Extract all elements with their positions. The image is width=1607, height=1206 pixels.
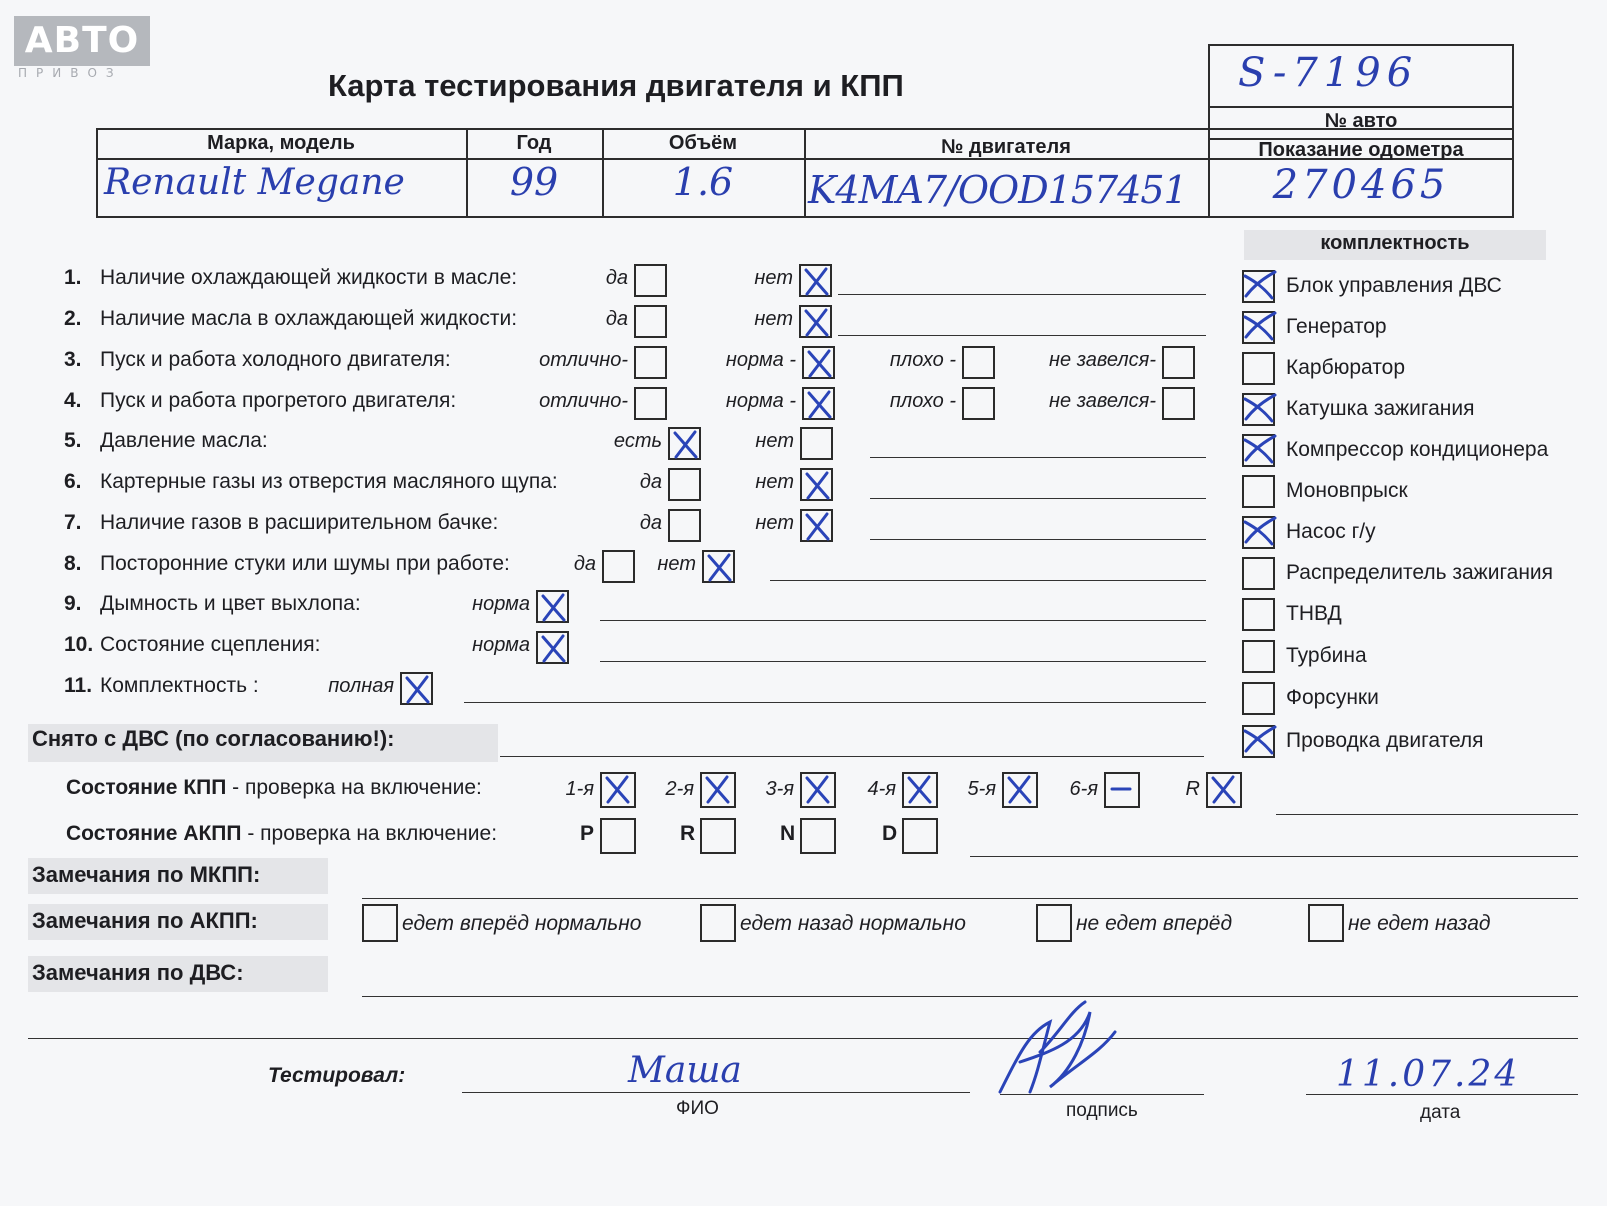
mkpp-label-rest: - проверка на включение: [226,776,482,799]
completeness-checkbox[interactable] [1242,311,1275,344]
checklist-item-number: 10. [64,633,94,656]
checklist-option-label: отлично- [539,390,628,412]
remarks-mkpp-label: Замечания по МКПП: [32,862,261,887]
completeness-item-label: Катушка зажигания [1286,397,1475,420]
akpp-remark-checkbox[interactable] [362,904,398,942]
checklist-item-text: Дымность и цвет выхлопа: [100,592,361,615]
checklist-item-number: 7. [64,511,82,534]
completeness-item-label: Карбюратор [1286,356,1406,379]
tester-signature [990,992,1120,1102]
checklist-item-text: Картерные газы из отверстия масляного щупа: [100,470,558,493]
checklist-note-line [870,498,1206,499]
akpp-remark-label: не едет вперёд [1076,912,1233,935]
checklist-checkbox[interactable] [799,305,832,338]
akpp-mode-label: N [780,822,796,845]
checklist-option-label: плохо - [889,390,956,412]
date-caption: дата [1420,1102,1461,1123]
akpp-mode-checkbox[interactable] [902,818,938,854]
tested-by-label: Тестировал: [268,1064,406,1087]
checklist-item-text: Наличие газов в расширительном бачке: [100,511,499,534]
akpp-remark-label: не едет назад [1348,912,1491,935]
akpp-mode-checkbox[interactable] [800,818,836,854]
checklist-checkbox[interactable] [800,509,833,542]
checklist-note-line [464,702,1206,703]
akpp-remark-checkbox[interactable] [1036,904,1072,942]
checklist-checkbox[interactable] [536,631,569,664]
gear-checkbox[interactable] [902,772,938,808]
checklist-item-number: 9. [64,592,82,615]
completeness-item-label: Проводка двигателя [1286,729,1484,752]
name-caption: ФИО [676,1098,719,1119]
gear-checkbox[interactable] [1206,772,1242,808]
akpp-mode-checkbox[interactable] [700,818,736,854]
checklist-note-line [870,539,1206,540]
checklist-item-number: 4. [64,389,82,412]
value-volume: 1.6 [672,160,734,204]
checklist-note-line [770,580,1206,581]
checklist-option-label: полная [328,675,394,697]
gear-label: 2-я [665,778,694,800]
checklist-option-label: да [639,471,662,493]
completeness-item-label: Генератор [1286,315,1387,338]
gear-label: R [1185,778,1200,800]
completeness-item-label: ТНВД [1286,602,1342,625]
checklist-option-label: да [605,267,628,289]
completeness-checkbox[interactable] [1242,682,1275,715]
completeness-checkbox[interactable] [1242,598,1275,631]
checklist-note-line [838,335,1206,336]
completeness-checkbox[interactable] [1242,352,1275,385]
auto-number-label: № авто [1324,110,1398,132]
checklist-option-label: нет [755,471,794,493]
checklist-checkbox[interactable] [800,468,833,501]
gear-checkbox[interactable] [1002,772,1038,808]
remarks-akpp-label: Замечания по АКПП: [32,908,258,933]
akpp-remark-checkbox[interactable] [700,904,736,942]
checklist-item-text: Давление масла: [100,429,268,452]
checklist-checkbox[interactable] [536,590,569,623]
checklist-option-label: плохо - [889,349,956,371]
completeness-item-label: Распределитель зажигания [1286,561,1554,584]
completeness-item-label: Турбина [1286,644,1367,667]
checklist-checkbox[interactable] [800,427,833,460]
gear-label: 1-я [565,778,594,800]
akpp-remark-label: едет назад нормально [740,912,966,935]
gear-checkbox[interactable] [700,772,736,808]
checklist-checkbox[interactable] [962,346,995,379]
checklist-option-label: нет [754,267,793,289]
akpp-mode-label: P [580,822,595,845]
akpp-check-label [66,822,497,846]
checklist-item-text: Наличие охлаждающей жидкости в масле: [100,266,518,289]
gear-checkbox[interactable] [800,772,836,808]
checklist-checkbox[interactable] [799,264,832,297]
checklist-option-label: нет [657,553,696,575]
checklist-item-number: 8. [64,552,82,575]
checklist-option-label: есть [613,430,662,452]
checklist-option-label: да [573,553,596,575]
checklist-checkbox[interactable] [702,550,735,583]
checklist-option-label: норма - [725,390,796,412]
removed-from-engine-label: Снято с ДВС (по согласованию!): [32,726,395,751]
gear-checkbox[interactable] [1104,772,1140,808]
completeness-title: комплектность [1320,232,1470,254]
completeness-checkbox[interactable] [1242,557,1275,590]
value-odometer: 270465 [1272,162,1450,208]
checklist-item-number: 5. [64,429,82,452]
checklist-option-label: отлично- [539,349,628,371]
signature-caption: подпись [1066,1100,1138,1121]
checklist-checkbox[interactable] [1162,346,1195,379]
checklist-option-label: норма - [725,349,796,371]
header-make: Марка, модель [207,132,355,154]
completeness-checkbox[interactable] [1242,475,1275,508]
logo-subtitle: ПРИВОЗ [18,66,123,80]
akpp-mode-label: R [680,822,696,845]
value-engine-no: K4MA7/OOD157451 [808,168,1187,212]
checklist-item-text: Состояние сцепления: [100,633,321,656]
checklist-option-label: нет [755,512,794,534]
completeness-checkbox[interactable] [1242,516,1275,549]
checklist-note-line [600,620,1206,621]
checklist-item-text: Пуск и работа прогретого двигателя: [100,389,457,412]
checklist-option-label: норма [472,634,530,656]
remarks-dvs-label: Замечания по ДВС: [32,960,244,985]
checklist-item-text: Пуск и работа холодного двигателя: [100,348,451,371]
checklist-note-line [870,457,1206,458]
gear-label: 4-я [867,778,896,800]
auto-number-value: S-7196 [1238,50,1419,96]
completeness-checkbox[interactable] [1242,393,1275,426]
checklist-option-label: нет [754,308,793,330]
akpp-remark-label: едет вперёд нормально [402,912,642,935]
completeness-checkbox[interactable] [1242,270,1275,303]
logo-brand-text: АВТО [24,20,140,61]
checklist-option-label: да [605,308,628,330]
completeness-checkbox[interactable] [1242,434,1275,467]
checklist-checkbox[interactable] [1162,387,1195,420]
header-volume: Объём [668,132,738,154]
checklist-note-line [838,294,1206,295]
value-make: Renault Megane [104,162,405,203]
checklist-item-text: Комплектность : [100,674,259,697]
completeness-item-label: Насос г/у [1286,520,1376,543]
checklist-item-number: 1. [64,266,82,289]
checklist-option-label: не завелся- [1049,349,1156,371]
gear-label: 3-я [765,778,794,800]
mkpp-label-bold: Состояние КПП [66,776,227,799]
checklist-checkbox[interactable] [400,672,433,705]
checklist-item-number: 11. [64,674,93,697]
tester-name: Маша [628,1050,742,1091]
checklist-item-number: 6. [64,470,82,493]
completeness-item-label: Блок управления ДВС [1286,274,1502,297]
checklist-option-label: норма [472,593,530,615]
checklist-item-text: Посторонние стуки или шумы при работе: [100,552,510,575]
gear-label: 6-я [1069,778,1098,800]
header-odometer: Показание одометра [1258,139,1464,161]
akpp-mode-checkbox[interactable] [600,818,636,854]
header-year: Год [516,132,552,154]
checklist-checkbox[interactable] [962,387,995,420]
completeness-item-label: Форсунки [1286,686,1379,709]
checklist-item-number: 3. [64,348,82,371]
avtoprivoz-logo [14,16,150,66]
completeness-item-label: Моновпрыск [1286,479,1408,502]
completeness-checkbox[interactable] [1242,725,1275,758]
checklist-option-label: нет [755,430,794,452]
akpp-label-bold: Состояние АКПП [66,822,242,845]
completeness-item-label: Компрессор кондиционера [1286,438,1549,461]
gear-checkbox[interactable] [600,772,636,808]
gear-label: 5-я [967,778,996,800]
akpp-mode-label: D [882,822,898,845]
checklist-note-line [600,661,1206,662]
completeness-checkbox[interactable] [1242,640,1275,673]
test-date: 11.07.24 [1336,1054,1521,1095]
mkpp-check-label [66,776,482,800]
checklist-option-label: да [639,512,662,534]
checklist-item-number: 2. [64,307,82,330]
akpp-label-rest: - проверка на включение: [241,822,498,845]
checklist-option-label: не завелся- [1049,390,1156,412]
header-engine-no: № двигателя [941,136,1071,158]
checklist-item-text: Наличие масла в охлаждающей жидкости: [100,307,518,330]
akpp-remark-checkbox[interactable] [1308,904,1344,942]
value-year: 99 [509,160,559,204]
card-title: Карта тестирования двигателя и КПП [328,68,904,103]
